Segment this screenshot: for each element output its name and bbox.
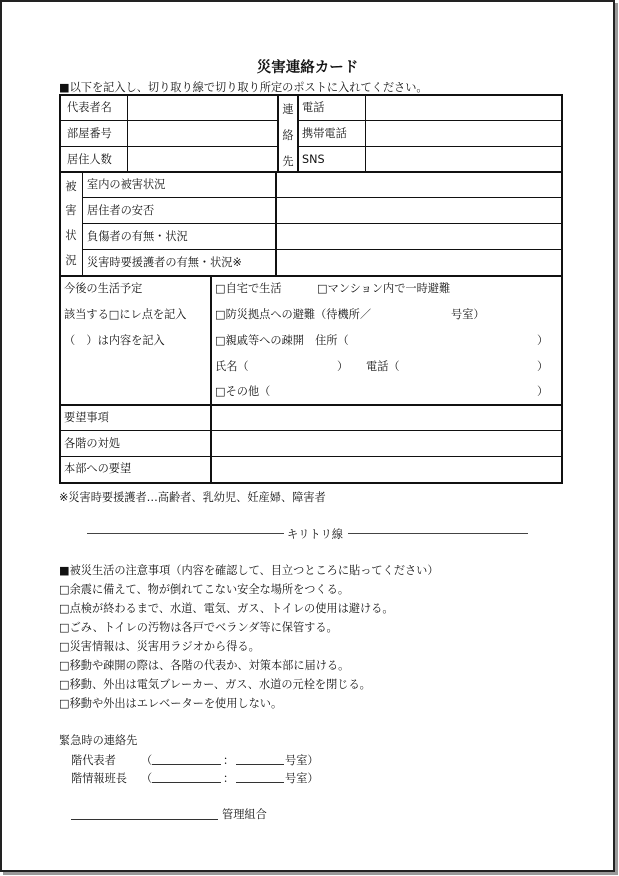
contact-side-label-2: 絡 (282, 129, 294, 142)
phone-close-paren: ） (537, 360, 549, 373)
floor-info-name-blank[interactable] (152, 782, 221, 783)
option-disaster-base-suffix: 号室） (451, 308, 485, 321)
floor-info-colon: ： (223, 772, 235, 785)
floor-info-open-paren: （ (141, 772, 153, 785)
representative-name-label: 代表者名 (67, 101, 112, 114)
card-title: 災害連絡カード (256, 60, 359, 76)
floor-rep-room-blank[interactable] (236, 764, 284, 765)
damage-side-label-2: 害 (65, 204, 77, 217)
note-item: □余震に備えて、物が倒れてこない安全な場所をつくる。 (59, 583, 350, 596)
floor-info-label: 階情報班長 (71, 772, 127, 785)
name-close-paren: ） (337, 360, 349, 373)
floor-rep-colon: ： (223, 754, 235, 767)
floor-rep-label: 階代表者 (71, 754, 116, 767)
damage-side-label-1: 被 (65, 180, 77, 193)
note-item: □ごみ、トイレの汚物は各戸でベランダ等に保管する。 (59, 621, 338, 634)
damage-side-label-3: 状 (65, 229, 77, 242)
option-other[interactable]: □その他（ (215, 385, 271, 398)
future-plan-label: 今後の生活予定 (64, 282, 143, 295)
resident-count-label: 居住人数 (67, 153, 112, 166)
requests-label: 要望事項 (64, 411, 109, 424)
floor-rep-open-paren: （ (141, 754, 153, 767)
option-relatives[interactable]: □親戚等への疎開 住所（ (215, 334, 349, 347)
contact-side-label-3: 先 (282, 155, 294, 168)
floor-rep-suffix: 号室） (285, 754, 319, 767)
contact-side-label-1: 連 (282, 103, 294, 116)
vulnerable-persons-label: 災害時要援護者の有無・状況※ (87, 256, 242, 269)
cut-line-label: キリトリ線 (287, 528, 343, 541)
sns-label: SNS (302, 153, 325, 166)
fill-instruction: （ ）は内容を記入 (64, 334, 165, 347)
footnote: ※災害時要援護者…高齢者、乳幼児、妊産婦、障害者 (59, 491, 326, 504)
management-association-label: 管理組合 (222, 808, 267, 821)
note-item: □移動や疎開の際は、各階の代表か、対策本部に届ける。 (59, 659, 350, 672)
cut-line-right (348, 533, 528, 534)
mobile-phone-label: 携帯電話 (302, 127, 347, 140)
room-number-label: 部屋番号 (67, 127, 112, 140)
phone-label: 電話 (302, 101, 325, 114)
note-item: □点検が終わるまで、水道、電気、ガス、トイレの使用は避ける。 (59, 602, 394, 615)
floor-info-room-blank[interactable] (236, 782, 284, 783)
address-close-paren: ） (537, 334, 549, 347)
option-temporary-evacuation[interactable]: □マンション内で一時避難 (317, 282, 451, 295)
damage-side-label-4: 況 (65, 254, 77, 267)
association-name-blank[interactable] (71, 819, 218, 820)
option-disaster-base[interactable]: □防災拠点への避難（待機所／ (215, 308, 372, 321)
cut-line-left (87, 533, 284, 534)
name-field-label: 氏名（ (215, 360, 249, 373)
resident-safety-label: 居住者の安否 (87, 204, 155, 217)
room-damage-label: 室内の被害状況 (87, 178, 166, 191)
check-instruction: 該当する□にレ点を記入 (64, 308, 187, 321)
emergency-heading: 緊急時の連絡先 (59, 734, 138, 747)
floor-action-label: 各階の対処 (64, 437, 120, 450)
relative-phone-label: 電話（ (366, 360, 400, 373)
instruction-text: ■以下を記入し、切り取り線で切り取り所定のポストに入れてください。 (59, 81, 428, 94)
note-item: □移動や外出はエレベーターを使用しない。 (59, 697, 283, 710)
notes-heading: ■被災生活の注意事項（内容を確認して、目立つところに貼ってください） (59, 564, 439, 577)
floor-info-suffix: 号室） (285, 772, 319, 785)
floor-rep-name-blank[interactable] (152, 764, 221, 765)
note-item: □移動、外出は電気ブレーカー、ガス、水道の元栓を閉じる。 (59, 678, 371, 691)
note-item: □災害情報は、災害用ラジオから得る。 (59, 640, 260, 653)
injured-label: 負傷者の有無・状況 (87, 230, 188, 243)
other-close-paren: ） (537, 385, 549, 398)
hq-request-label: 本部への要望 (64, 462, 132, 475)
option-home[interactable]: □自宅で生活 (215, 282, 282, 295)
